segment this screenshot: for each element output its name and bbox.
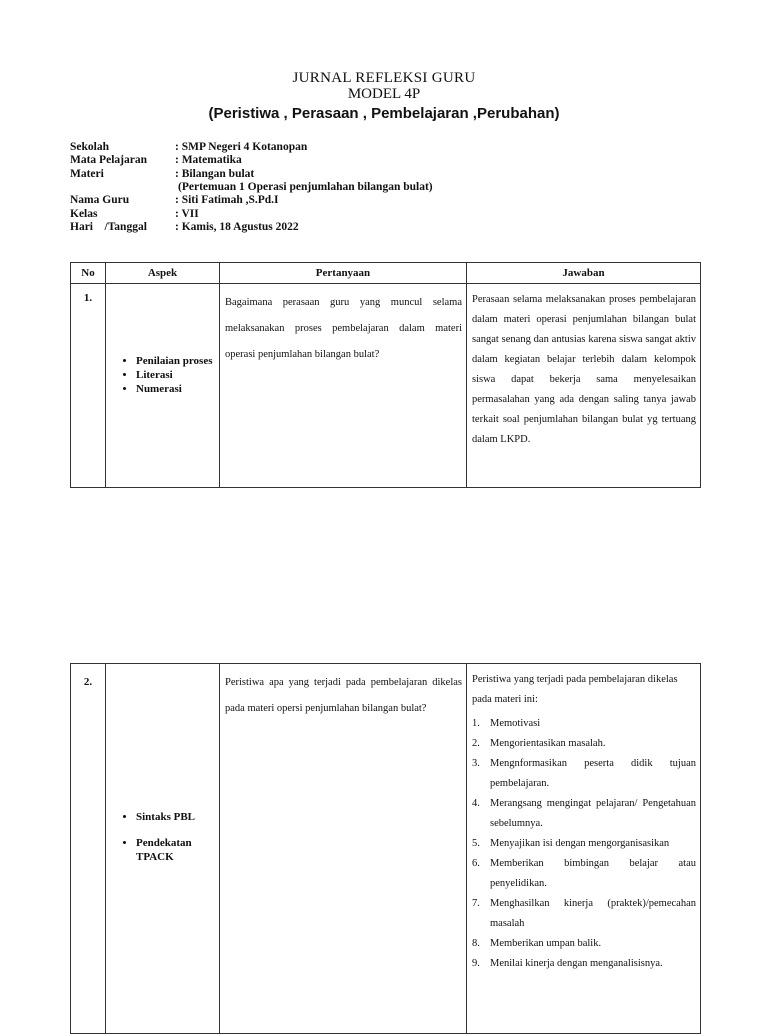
step-text: Merangsang mengingat pelajaran/ Pengetahuan sebelumnya. xyxy=(490,798,696,829)
step-number: 9. xyxy=(472,958,480,969)
info-label: Materi xyxy=(70,167,104,180)
step-text: Mengnformasikan peserta didik tujuan pembelajaran. xyxy=(490,758,696,789)
aspek-item: • Numerasi xyxy=(136,382,219,396)
list-item xyxy=(472,714,696,734)
header-no: No xyxy=(71,263,106,284)
aspek-list xyxy=(106,354,219,396)
aspek-item: • Pendekatan TPACK xyxy=(136,836,219,864)
info-value: : VII xyxy=(175,207,199,220)
info-value: : Siti Fatimah ,S.Pd.I xyxy=(175,194,279,207)
row-number: 1. xyxy=(71,284,106,488)
step-number: 6. xyxy=(472,858,480,869)
step-number: 4. xyxy=(472,798,480,809)
info-value: : Matematika xyxy=(175,154,242,167)
list-item xyxy=(472,794,696,834)
step-number: 1. xyxy=(472,718,480,729)
step-text: Mengorientasikan masalah. xyxy=(490,738,606,749)
info-value: (Pertemuan 1 Operasi penjumlahan bilangan bulat) xyxy=(178,180,433,193)
list-item xyxy=(472,834,696,854)
reflection-table-2 xyxy=(70,663,701,1034)
pertanyaan-cell: Bagaimana perasaan guru yang muncul selama melaksanakan proses pembelajaran dalam materi operasi penjumlahan bilangan bulat? xyxy=(220,284,467,488)
step-number: 2. xyxy=(472,738,480,749)
step-number: 7. xyxy=(472,898,480,909)
jawaban-cell xyxy=(467,664,701,1034)
step-text: Menilai kinerja dengan menganalisisnya. xyxy=(490,958,663,969)
header-pertanyaan: Pertanyaan xyxy=(220,263,467,284)
step-text: Menyajikan isi dengan mengorganisasikan xyxy=(490,838,670,849)
aspek-list xyxy=(106,810,219,864)
table-row xyxy=(71,284,701,488)
list-item xyxy=(472,854,696,894)
model-title: MODEL 4P xyxy=(347,86,421,102)
list-item xyxy=(472,934,696,954)
aspek-item: • Penilaian proses xyxy=(136,354,219,368)
journal-title: JURNAL REFLEKSI GURU xyxy=(292,70,476,86)
info-value: : Bilangan bulat xyxy=(175,167,255,180)
step-text: Memberikan umpan balik. xyxy=(490,938,602,949)
step-text: Memberikan bimbingan belajar atau penyelidikan. xyxy=(490,858,696,889)
list-item xyxy=(472,954,696,974)
pertanyaan-cell: Peristiwa apa yang terjadi pada pembelajaran dikelas pada materi opersi penjumlahan bilangan bulat? xyxy=(220,664,467,1034)
row-number: 2. xyxy=(71,664,106,1034)
list-item xyxy=(472,894,696,934)
list-item xyxy=(472,754,696,794)
table-row xyxy=(71,664,701,1034)
journal-subtitle: (Peristiwa , Perasaan , Pembelajaran ,Perubahan) xyxy=(208,105,560,122)
jawaban-intro: Peristiwa yang terjadi pada pembelajaran dikelas pada materi ini: xyxy=(472,674,678,705)
header-jawaban: Jawaban xyxy=(467,263,701,284)
reflection-table-1 xyxy=(70,262,701,488)
step-text: Memotivasi xyxy=(490,718,541,729)
aspek-cell xyxy=(106,284,220,488)
aspek-cell xyxy=(106,664,220,1034)
info-label: Nama Guru xyxy=(70,194,130,207)
info-value: : SMP Negeri 4 Kotanopan xyxy=(175,141,308,153)
aspek-item: • Literasi xyxy=(136,368,219,382)
step-number: 3. xyxy=(472,758,480,769)
table-header-row xyxy=(71,263,701,284)
steps-list xyxy=(472,714,696,974)
info-label: Mata Pelajaran xyxy=(70,154,147,167)
header-aspek: Aspek xyxy=(106,263,220,284)
list-item xyxy=(472,734,696,754)
info-value: : Kamis, 18 Agustus 2022 xyxy=(175,220,299,233)
info-label: Sekolah xyxy=(70,141,109,153)
step-number: 8. xyxy=(472,938,480,949)
info-label: Kelas xyxy=(70,207,98,220)
jawaban-cell: Perasaan selama melaksanakan proses pembelajaran dalam materi operasi penjumlahan bilangan bulat sangat senang dan antusias karena siswa sangat aktiv dalam kegiatan belajar terlebih dalam kelompok siswa dapat bekerja sama menyelesaikan permasalahan yang ada dengan saling tanya jawab terkait soal penjumlahan bilangan bulat yg tertuang dalam LKPD. xyxy=(467,284,701,488)
info-label: Hari /Tanggal xyxy=(70,220,147,233)
step-text: Menghasilkan kinerja (praktek)/pemecahan masalah xyxy=(490,898,696,929)
aspek-item: • Sintaks PBL xyxy=(136,810,219,824)
step-number: 5. xyxy=(472,838,480,849)
